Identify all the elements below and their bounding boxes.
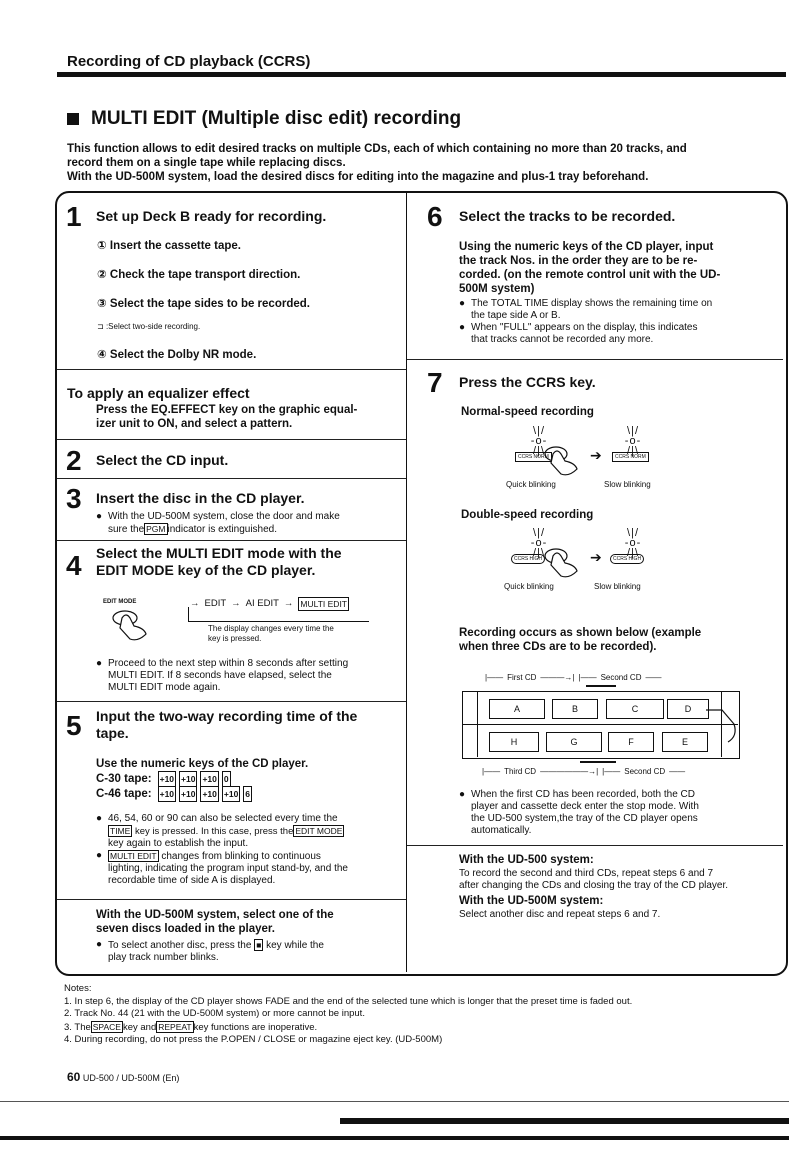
tape-midline — [462, 724, 738, 725]
divider — [57, 540, 406, 541]
arrow-icon: ➔ — [590, 549, 602, 565]
column-divider — [406, 193, 407, 972]
blink-burst-icon: \ | / - o - / | \ — [530, 527, 546, 559]
blink-burst-icon: \ | / - o - / | \ — [530, 425, 546, 457]
key-plus10: +10 — [200, 771, 218, 787]
divider — [407, 359, 783, 360]
blink-burst-icon: \ | / - o - / | \ — [624, 425, 640, 457]
track-segment: H — [489, 732, 539, 752]
step-4-title: Select the MULTI EDIT mode with the EDIT MODE key of the CD player. — [96, 545, 342, 578]
scan-bar — [340, 1118, 789, 1124]
step-6-text: Using the numeric keys of the CD player, input the track Nos. in the order they are to be re- corded. (on the remote control unit with the UD- 500M system) — [459, 241, 721, 295]
scan-line — [0, 1101, 789, 1102]
sequence-note: The display changes every time the key is pressed. — [208, 624, 334, 643]
page-number: 60 — [67, 1070, 81, 1084]
direction-arrow-icon — [580, 761, 616, 763]
divider — [57, 701, 406, 702]
ccrs-norm-display: CCRS NORM — [515, 452, 552, 462]
ccrs-norm-display: CCRS NORM — [612, 452, 649, 462]
divider — [57, 369, 406, 370]
recording-example-text: Recording occurs as shown below (example when three CDs are to be recorded). — [459, 627, 702, 653]
section-intro: This function allows to edit desired tracks on multiple CDs, each of which containing no more than 20 tracks, and record them on a single tape while replacing discs. With the UD-500M system, load the desired discs for editing into the magazine and plus-1 tray beforehand. — [67, 143, 687, 183]
quick-blinking-label: Quick blinking — [506, 480, 556, 489]
scan-bar — [0, 1136, 789, 1140]
pressing-hand-icon — [542, 442, 586, 482]
page-header: Recording of CD playback (CCRS) — [67, 53, 311, 70]
key-plus10: +10 — [158, 771, 176, 787]
normal-speed-label: Normal-speed recording — [461, 406, 594, 418]
step-1-item: ④ Select the Dolby NR mode. — [97, 349, 257, 361]
track-segment: A — [489, 699, 545, 719]
step-2-title: Select the CD input. — [96, 452, 229, 468]
cd-labels-top: |—— First CD ———→| |—— Second CD —— — [485, 673, 662, 682]
page-footer — [67, 1070, 179, 1084]
reverse-arrow-icon — [700, 696, 740, 756]
double-speed-label: Double-speed recording — [461, 509, 594, 521]
c46-keys: C-46 tape: +10 +10 +10 +10 6 — [96, 788, 251, 800]
step-7-number: 7 — [427, 367, 443, 398]
edit-mode-sequence: → EDIT → AI EDIT → MULTI EDIT — [190, 598, 347, 609]
step-3-number: 3 — [66, 483, 82, 514]
step-5-bullets: ● 46, 54, 60 or 90 can also be selected every time the TIME key is pressed. In this case, press the EDIT MODE key again to establish the input. ● MULTI EDIT changes from blinking to continuous lighting, indicating the program input stand-by, and the recordable time of side A is displayed. — [96, 813, 348, 886]
system-bullet: ● To select another disc, press the ■ key while the play track number blinks. — [96, 939, 324, 963]
ud500-text: To record the second and third CDs, repeat steps 6 and 7 after changing the CDs and closing the tray of the CD player. — [459, 868, 729, 891]
edit-mode-key-label: EDIT MODE — [103, 599, 137, 605]
step-1-number: 1 — [66, 201, 82, 232]
divider — [57, 439, 406, 440]
key-plus10: +10 — [158, 786, 176, 802]
pressing-hand-icon — [108, 606, 156, 642]
step-2-number: 2 — [66, 445, 82, 476]
blink-burst-icon: \ | / - o - / | \ — [624, 527, 640, 559]
track-segment: D — [667, 699, 709, 719]
step-5-title: Input the two-way recording time of the tape. — [96, 708, 358, 741]
sequence-loop-line — [188, 607, 369, 622]
step-6-number: 6 — [427, 201, 443, 232]
step-4-number: 4 — [66, 550, 82, 581]
quick-blinking-label: Quick blinking — [504, 582, 554, 591]
key-0: 0 — [222, 771, 231, 787]
track-segment: F — [608, 732, 654, 752]
step-7-bullet: ● When the first CD has been recorded, both the CD player and cassette deck enter the stop mode. With the UD-500 system,the tray of the CD player opens automatically. — [459, 789, 699, 836]
step-1-title: Set up Deck B ready for recording. — [96, 208, 327, 224]
step-1-note: ⊐ :Select two-side recording. — [97, 322, 201, 331]
track-segment: E — [662, 732, 708, 752]
ud500m-title: With the UD-500M system: — [459, 895, 604, 907]
step-7-title: Press the CCRS key. — [459, 374, 596, 390]
track-segment: G — [546, 732, 602, 752]
key-plus10: +10 — [179, 771, 197, 787]
step-3-bullet: ● With the UD-500M system, close the door and make sure the PGM indicator is extinguished. — [96, 511, 340, 535]
step-3-title: Insert the disc in the CD player. — [96, 490, 305, 506]
step-5-use: Use the numeric keys of the CD player. — [96, 758, 309, 770]
step-1-item: ② Check the tape transport direction. — [97, 269, 301, 281]
stop-key-icon: ■ — [256, 940, 262, 950]
ud500-title: With the UD-500 system: — [459, 854, 594, 866]
track-segment: B — [552, 699, 598, 719]
ccrs-high-display: CCRS HIGH — [610, 554, 644, 564]
two-side-icon: ⊐ — [97, 322, 104, 331]
ccrs-high-display: CCRS HIGH — [511, 554, 545, 564]
eq-title: To apply an equalizer effect — [67, 385, 250, 401]
eq-text: Press the EQ.EFFECT key on the graphic equal- izer unit to ON, and select a pattern. — [96, 404, 358, 430]
key-6: 6 — [243, 786, 252, 802]
slow-blinking-label: Slow blinking — [604, 480, 651, 489]
arrow-icon: ➔ — [590, 447, 602, 463]
track-segment: C — [606, 699, 664, 719]
step-1-item: ③ Select the tape sides to be recorded. — [97, 298, 310, 310]
ud500m-text: Select another disc and repeat steps 6 and 7. — [459, 909, 661, 920]
step-4-bullet: ● Proceed to the next step within 8 seconds after setting MULTI EDIT. If 8 seconds have elapsed, select the MULTI EDIT mode again. — [96, 658, 349, 693]
header-rule — [57, 72, 786, 77]
pgm-indicator: PGM — [146, 524, 166, 534]
key-plus10: +10 — [200, 786, 218, 802]
cd-labels-bottom: |—— Third CD ——————→| |—— Second CD —— — [482, 767, 686, 776]
slow-blinking-label: Slow blinking — [594, 582, 641, 591]
c30-keys: C-30 tape: +10 +10 +10 0 — [96, 773, 229, 785]
step-5-number: 5 — [66, 710, 82, 741]
model-label: UD-500 / UD-500M (En) — [82, 1073, 180, 1083]
section-title: MULTI EDIT (Multiple disc edit) recording — [67, 108, 461, 130]
key-plus10: +10 — [179, 786, 197, 802]
key-plus10: +10 — [222, 786, 240, 802]
bullet-square-icon — [67, 113, 79, 125]
divider — [57, 478, 406, 479]
pressing-hand-icon — [542, 544, 586, 584]
direction-arrow-icon — [586, 685, 616, 687]
notes: Notes: 1. In step 6, the display of the CD player shows FADE and the end of the selected tune which is longer that the preset time is faded out. 2. Track No. 44 (21 with the UD-500M system) or more cannot be input. 3. The SPACE key and REPEAT key functions are inoperative. 4. During recording, do not press the P.OPEN / CLOSE or magazine eject key. (UD-500M) — [64, 983, 633, 1045]
divider — [57, 899, 406, 900]
divider — [407, 845, 783, 846]
step-6-title: Select the tracks to be recorded. — [459, 208, 676, 224]
system-title: With the UD-500M system, select one of the seven discs loaded in the player. — [96, 909, 334, 935]
step-6-bullets: ● The TOTAL TIME display shows the remaining time on the tape side A or B. ● When "FULL" appears on the display, this indicates that tracks cannot be recorded any more. — [459, 298, 713, 345]
step-1-item: ① Insert the cassette tape. — [97, 240, 241, 252]
